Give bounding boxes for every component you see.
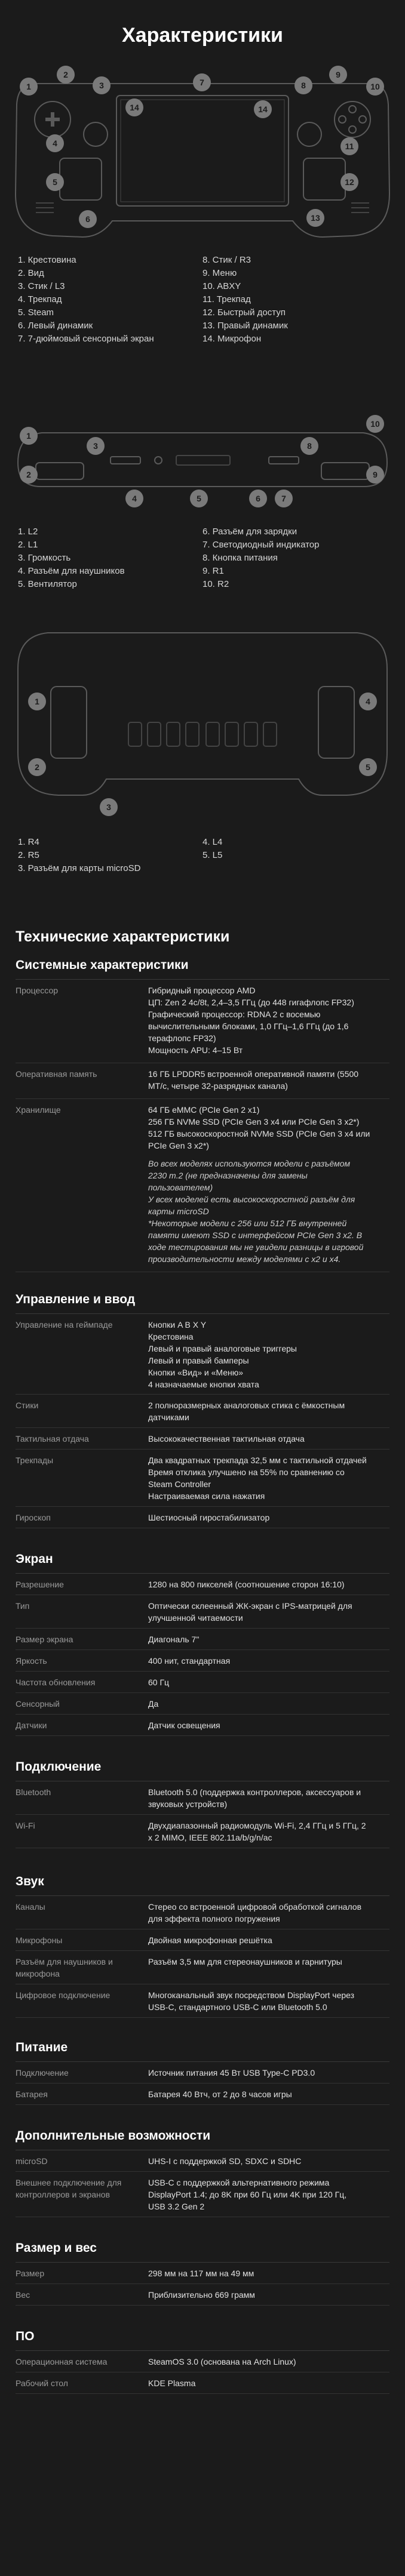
specs-title: Технические характеристики [16, 928, 230, 945]
front-legend-right [202, 254, 387, 346]
legend-item: 4. Трекпад [18, 294, 62, 304]
spec-label: Размер [16, 2269, 45, 2278]
spec-value: 2 полноразмерных аналоговых стика с ёмкостным датчиками [148, 1401, 345, 1422]
legend-item: 1. R4 [18, 837, 39, 847]
legend-item: 5. Steam [18, 307, 54, 318]
spec-label: Разрешение [16, 1580, 64, 1589]
spec-row-external-io [16, 2172, 389, 2217]
legend-item: 2. R5 [18, 850, 39, 860]
spec-value: SteamOS 3.0 (основана на Arch Linux) [148, 2357, 296, 2366]
spec-row-haptics [16, 1428, 389, 1449]
spec-label: Процессор [16, 986, 59, 995]
spec-value: Датчик освещения [148, 1721, 220, 1730]
spec-label: Вес [16, 2290, 30, 2300]
spec-value: Двойная микрофонная решётка [148, 1935, 272, 1945]
section-title-expansion: Дополнительные возможности [16, 2129, 211, 2143]
section-title-input: Управление и ввод [16, 1292, 136, 1306]
spec-label: Стики [16, 1401, 39, 1410]
svg-text:10: 10 [370, 419, 380, 429]
spec-label: Трекпады [16, 1455, 54, 1465]
spec-value: Два квадратных трекпада 32,5 мм с тактильной отдачей Время отклика улучшено на 55% по сравнению со Steam Controller Настраиваемая сила нажатия [148, 1455, 367, 1501]
spec-value: Батарея 40 Втч, от 2 до 8 часов игры [148, 2089, 292, 2099]
spec-label: Операционная система [16, 2357, 108, 2366]
spec-value: Оптически склеенный ЖК-экран с IPS-матрицей для улучшенной читаемости [148, 1601, 352, 1623]
spec-row-refresh-rate [16, 1672, 389, 1693]
svg-text:11: 11 [345, 141, 354, 151]
legend-item: 9. Меню [202, 268, 237, 278]
spec-label: Внешнее подключение для контроллеров и экранов [16, 2178, 122, 2199]
legend-item: 3. Стик / L3 [18, 281, 65, 291]
spec-value: Многоканальный звук посредством DisplayPort через USB-C, стандартного USB-C или Bluetooth 5.0 [148, 1990, 355, 2012]
svg-text:3: 3 [99, 81, 104, 90]
section-title-system: Системные характеристики [16, 958, 189, 972]
front-legend-left [18, 254, 202, 346]
spec-value: Разъём 3,5 мм для стереонаушников и гарнитуры [148, 1957, 342, 1966]
svg-text:5: 5 [53, 177, 57, 187]
section-title-power: Питание [16, 2041, 68, 2054]
legend-item: 8. Кнопка питания [202, 553, 278, 563]
svg-text:6: 6 [85, 214, 90, 224]
spec-row-storage [16, 1099, 389, 1272]
spec-row-microphones [16, 1929, 389, 1951]
spec-value: Двухдиапазонный радиомодуль Wi-Fi, 2,4 ГГц и 5 ГГц, 2 x 2 MIMO, IEEE 802.11a/b/g/n/ac [148, 1821, 366, 1842]
spec-value: 1280 на 800 пикселей (соотношение сторон 16:10) [148, 1580, 345, 1589]
spec-row-brightness [16, 1650, 389, 1672]
spec-label: Разъём для наушников и микрофона [16, 1957, 113, 1978]
svg-text:10: 10 [370, 82, 380, 91]
top-view-callouts [12, 397, 393, 516]
spec-row-panel-type [16, 1595, 389, 1629]
spec-value: Кнопки A B X Y Крестовина Левый и правый аналоговые триггеры Левый и правый бамперы Кнопки «Вид» и «Меню» 4 назначаемые кнопки хвата [148, 1320, 297, 1389]
legend-item: 5. L5 [202, 850, 223, 860]
legend-item: 8. Стик / R3 [202, 255, 251, 265]
spec-label: Wi-Fi [16, 1821, 35, 1830]
front-view-callouts [12, 63, 393, 248]
spec-label: Подключение [16, 2068, 69, 2078]
spec-label: Яркость [16, 1656, 47, 1666]
legend-item: 4. L4 [202, 837, 223, 847]
spec-value: 298 мм на 117 мм на 49 мм [148, 2269, 254, 2278]
svg-text:7: 7 [200, 78, 204, 87]
spec-value: 400 нит, стандартная [148, 1656, 231, 1666]
spec-row-cpu [16, 980, 389, 1063]
spec-label: Каналы [16, 1902, 45, 1912]
legend-item: 13. Правый динамик [202, 321, 288, 331]
spec-value: KDE Plasma [148, 2378, 196, 2388]
legend-item: 6. Разъём для зарядки [202, 527, 297, 537]
spec-label: Сенсорный [16, 1699, 60, 1709]
spec-value: 16 ГБ LPDDR5 встроенной оперативной памяти (5500 МТ/с, четыре 32-разрядных канала) [148, 1069, 359, 1091]
svg-text:4: 4 [53, 139, 57, 148]
spec-row-resolution [16, 1574, 389, 1595]
spec-row-channels [16, 1896, 389, 1929]
spec-value: 60 Гц [148, 1678, 170, 1687]
spec-label: Цифровое подключение [16, 1990, 111, 2000]
spec-label: Батарея [16, 2089, 48, 2099]
section-title-size: Размер и вес [16, 2241, 97, 2255]
top-legend [18, 525, 387, 591]
back-view-callouts [12, 621, 393, 821]
svg-text:1: 1 [26, 82, 31, 91]
svg-text:7: 7 [281, 494, 286, 503]
spec-label: Рабочий стол [16, 2378, 68, 2388]
spec-label: Датчики [16, 1721, 47, 1730]
legend-item: 6. Левый динамик [18, 321, 93, 331]
legend-item: 10. R2 [202, 579, 229, 589]
svg-text:9: 9 [336, 70, 340, 79]
svg-text:4: 4 [366, 697, 370, 706]
svg-text:14: 14 [130, 103, 139, 112]
spec-label: Частота обновления [16, 1678, 96, 1687]
spec-row-os [16, 2351, 389, 2372]
legend-item: 2. Вид [18, 268, 44, 278]
svg-text:2: 2 [26, 470, 31, 479]
svg-text:2: 2 [35, 762, 39, 772]
spec-label: Гироскоп [16, 1513, 51, 1522]
legend-item: 7. Светодиодный индикатор [202, 540, 320, 550]
spec-value: USB-C с поддержкой альтернативного режима DisplayPort 1.4; до 8K при 60 Гц или 4K при 120 Гц, USB 3.2 Gen 2 [148, 2178, 347, 2211]
legend-item: 5. Вентилятор [18, 579, 77, 589]
svg-text:3: 3 [106, 802, 111, 812]
spec-row-desktop [16, 2372, 389, 2394]
svg-text:1: 1 [26, 431, 31, 441]
legend-item: 4. Разъём для наушников [18, 566, 125, 576]
spec-row-sticks [16, 1395, 389, 1428]
spec-value: Приблизительно 669 грамм [148, 2290, 255, 2300]
svg-text:5: 5 [197, 494, 201, 503]
section-title-software: ПО [16, 2329, 35, 2343]
legend-item: 11. Трекпад [202, 294, 251, 304]
legend-item: 9. R1 [202, 566, 224, 576]
spec-label: Микрофоны [16, 1935, 63, 1945]
spec-label: Размер экрана [16, 1635, 73, 1644]
spec-value: Bluetooth 5.0 (поддержка контроллеров, аксессуаров и звуковых устройств) [148, 1787, 361, 1809]
spec-row-screen-size [16, 1629, 389, 1650]
spec-row-sensors [16, 1715, 389, 1736]
legend-item: 1. L2 [18, 527, 38, 537]
legend-item: 3. Разъём для карты microSD [18, 863, 141, 873]
back-legend [18, 836, 387, 875]
legend-item: 2. L1 [18, 540, 38, 550]
spec-label: Bluetooth [16, 1787, 51, 1797]
back-legend-right [202, 836, 387, 875]
spec-value: 64 ГБ eMMC (PCIe Gen 2 x1) 256 ГБ NVMe SSD (PCIe Gen 3 x4 или PCIe Gen 3 x2*) 512 ГБ высокоскоростной NVMe SSD (PCIe Gen 3 x4 или PCIe Gen 3 x2*) Во всех моделях используются модели с разъёмом 2230 m.2 (не предназначены для замены пользователем) У всех моделей есть высокоскоростной разъём для карты microSD *Некоторые модели с 256 или 512 ГБ внутренней памяти имеют SSD с интерфейсом PCIe Gen 3 x2. В ходе тестирования мы не увидели разницы в игровой производительности между моделями с x2 и x4. [148, 1105, 370, 1264]
svg-text:4: 4 [132, 494, 137, 503]
section-title-audio: Звук [16, 1875, 44, 1888]
spec-row-microsd [16, 2150, 389, 2172]
svg-text:2: 2 [63, 70, 68, 79]
top-legend-left [18, 525, 202, 591]
spec-value: Высококачественная тактильная отдача [148, 1434, 305, 1444]
spec-label: Хранилище [16, 1105, 61, 1115]
legend-item: 12. Быстрый доступ [202, 307, 286, 318]
spec-row-dimensions [16, 2263, 389, 2284]
spec-row-weight [16, 2284, 389, 2306]
spec-label: microSD [16, 2156, 48, 2166]
svg-text:9: 9 [373, 470, 378, 479]
svg-text:1: 1 [35, 697, 39, 706]
spec-row-gyro [16, 1507, 389, 1528]
spec-value: Диагональ 7" [148, 1635, 200, 1644]
spec-row-touch [16, 1693, 389, 1715]
spec-row-digital-audio [16, 1984, 389, 2018]
front-legend [18, 254, 387, 346]
svg-text:5: 5 [366, 762, 370, 772]
spec-label: Управление на геймпаде [16, 1320, 113, 1329]
spec-row-trackpads [16, 1449, 389, 1507]
spec-label: Тип [16, 1601, 30, 1611]
legend-item: 10. ABXY [202, 281, 241, 291]
legend-item: 1. Крестовина [18, 255, 76, 265]
spec-value: Шестиосный гиростабилизатор [148, 1513, 270, 1522]
spec-row-power-input [16, 2062, 389, 2083]
spec-row-wifi [16, 1815, 389, 1848]
svg-text:3: 3 [93, 441, 98, 451]
section-title-display: Экран [16, 1552, 53, 1566]
spec-value: Да [148, 1699, 159, 1709]
spec-row-gamepad [16, 1314, 389, 1395]
svg-text:6: 6 [256, 494, 260, 503]
spec-value: Источник питания 45 Вт USB Type-C PD3.0 [148, 2068, 315, 2078]
svg-text:13: 13 [311, 213, 320, 223]
section-title-connectivity: Подключение [16, 1760, 102, 1774]
legend-item: 3. Громкость [18, 553, 71, 563]
spec-label: Тактильная отдача [16, 1434, 89, 1444]
legend-item: 14. Микрофон [202, 334, 262, 344]
spec-row-ram [16, 1063, 389, 1099]
svg-text:12: 12 [345, 177, 354, 187]
spec-value: Стерео со встроенной цифровой обработкой сигналов для эффекта полного погружения [148, 1902, 362, 1923]
svg-text:8: 8 [301, 81, 306, 90]
back-legend-left [18, 836, 202, 875]
spec-value: Гибридный процессор AMD ЦП: Zen 2 4c/8t, 2,4–3,5 ГГц (до 448 гигафлопс FP32) Графический процессор: RDNA 2 с восемью вычислительными блоками, 1,0 ГГц–1,6 ГГц (до 1,6 терафлопс FP32) Мощность APU: 4–15 Вт [148, 986, 354, 1055]
spec-row-headphone-jack [16, 1951, 389, 1984]
spec-value: UHS-I с поддержкой SD, SDXC и SDHC [148, 2156, 302, 2166]
svg-text:14: 14 [258, 104, 268, 114]
top-legend-right [202, 525, 387, 591]
svg-text:8: 8 [307, 441, 312, 451]
spec-row-bluetooth [16, 1781, 389, 1815]
page-title: Характеристики [122, 24, 283, 47]
spec-row-battery [16, 2083, 389, 2105]
spec-label: Оперативная память [16, 1069, 97, 1079]
legend-item: 7. 7-дюймовый сенсорный экран [18, 334, 154, 344]
